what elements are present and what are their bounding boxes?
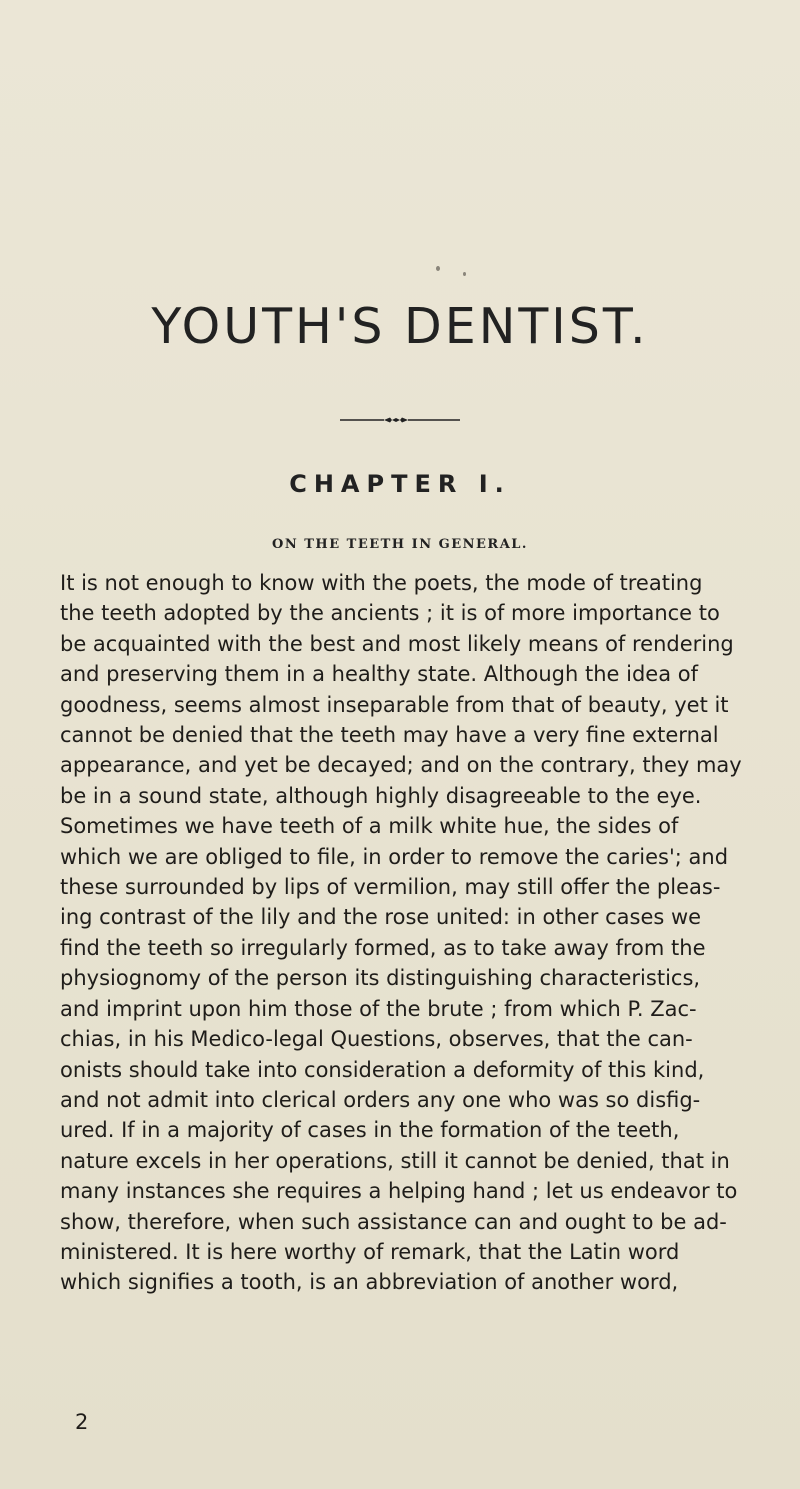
text-line: It is not enough to know with the poets, the mode of treating bbox=[60, 571, 703, 595]
text-line: appearance, and yet be decayed; and on the contrary, they may bbox=[60, 753, 742, 778]
text-line: many instances she requires a helping hand ; let us endeavor to bbox=[60, 1179, 738, 1204]
text-line: be acquainted with the best and most likely means of rendering bbox=[60, 631, 734, 656]
text-line: ing contrast of the lily and the rose united: in other cases we bbox=[60, 905, 702, 930]
printing-speck bbox=[436, 266, 440, 271]
text-line: and not admit into clerical orders any one who was so disfig- bbox=[60, 1087, 701, 1112]
text-line: physiognomy of the person its distinguishing characteristics, bbox=[60, 966, 701, 991]
text-line: ministered. It is here worthy of remark, that the Latin word bbox=[60, 1239, 680, 1264]
text-line: goodness, seems almost inseparable from that of beauty, yet it bbox=[60, 692, 729, 717]
text-line: nature excels in her operations, still it cannot be denied, that in bbox=[60, 1148, 730, 1173]
text-line: and imprint upon him those of the brute ; from which P. Zac- bbox=[60, 996, 697, 1021]
text-line: chias, in his Medico-legal Questions, observes, that the can- bbox=[60, 1027, 693, 1052]
text-line: and preserving them in a healthy state. Although the idea of bbox=[60, 662, 698, 687]
text-line: which we are obliged to file, in order to remove the caries'; and bbox=[60, 844, 729, 869]
text-line: which signifies a tooth, is an abbreviation of another word, bbox=[60, 1270, 679, 1295]
body-paragraph bbox=[60, 568, 800, 1298]
text-line: show, therefore, when such assistance can and ought to be ad- bbox=[60, 1209, 727, 1234]
text-line: cannot be denied that the teeth may have a very fine external bbox=[60, 723, 719, 748]
text-line: Sometimes we have teeth of a milk white hue, the sides of bbox=[60, 814, 679, 839]
text-line: these surrounded by lips of vermilion, may still offer the pleas- bbox=[60, 875, 721, 900]
text-line: be in a sound state, although highly disagreeable to the eye. bbox=[60, 783, 702, 808]
text-line: ured. If in a majority of cases in the formation of the teeth, bbox=[60, 1118, 680, 1143]
text-line: find the teeth so irregularly formed, as to take away from the bbox=[60, 935, 706, 960]
printing-speck bbox=[463, 272, 466, 276]
text-line: onists should take into consideration a deformity of this kind, bbox=[60, 1057, 705, 1082]
divider-ornament bbox=[340, 416, 460, 424]
signature-mark: 2 bbox=[75, 1410, 89, 1434]
chapter-subtitle: ON THE TEETH IN GENERAL. bbox=[272, 537, 528, 552]
chapter-heading: CHAPTER I. bbox=[289, 470, 511, 498]
text-line: the teeth adopted by the ancients ; it is of more importance to bbox=[60, 601, 720, 626]
running-title: YOUTH'S DENTIST. bbox=[151, 298, 649, 355]
